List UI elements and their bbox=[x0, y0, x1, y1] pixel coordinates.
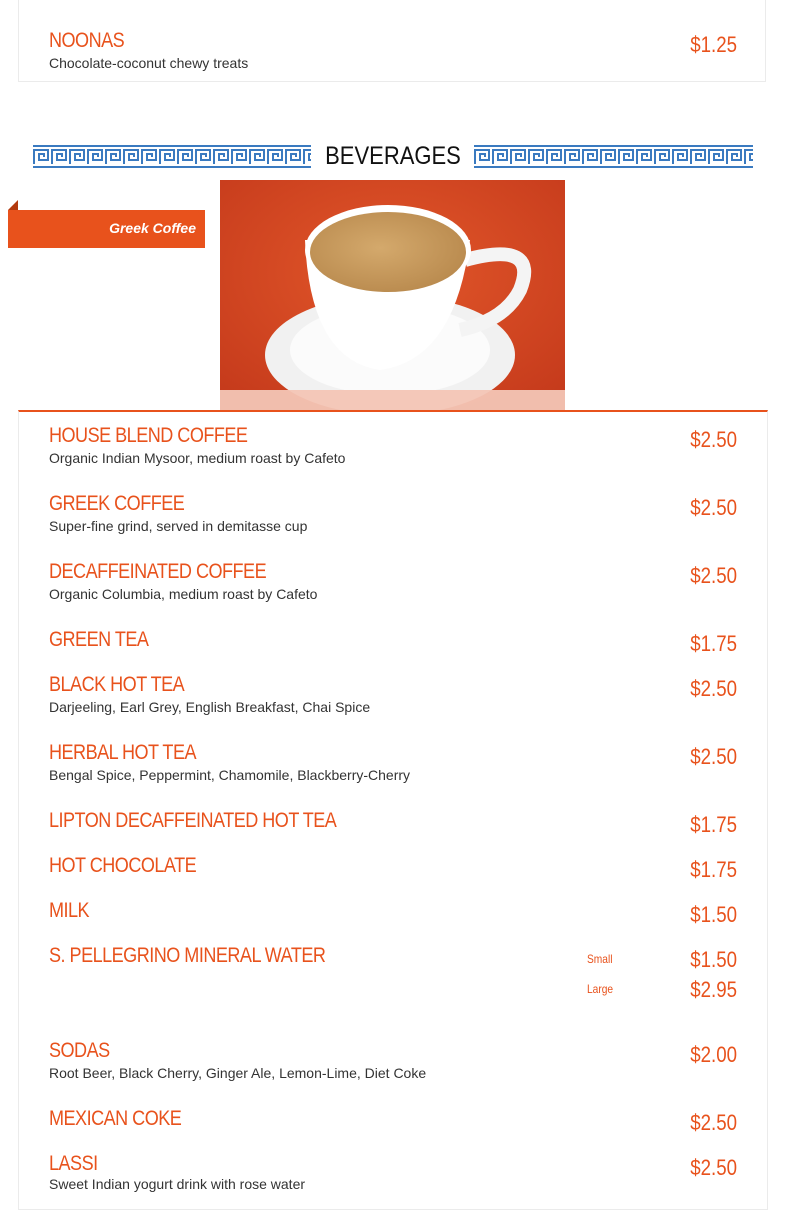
item-name: SODAS bbox=[49, 1039, 110, 1062]
item-description: Organic Columbia, medium roast by Cafeto bbox=[49, 586, 318, 602]
item-price: $1.50 bbox=[690, 902, 737, 927]
item-price: $2.50 bbox=[690, 427, 737, 452]
item-name: MILK bbox=[49, 899, 90, 922]
item-description: Super-fine grind, served in demitasse cup bbox=[49, 518, 308, 534]
item-price: $2.50 bbox=[690, 744, 737, 769]
item-price: $2.50 bbox=[690, 495, 737, 520]
section-heading bbox=[33, 140, 753, 172]
greek-key-border-right bbox=[474, 145, 753, 168]
item-description: Bengal Spice, Peppermint, Chamomile, Blackberry-Cherry bbox=[49, 767, 411, 783]
item-price: $1.25 bbox=[690, 32, 737, 57]
size-label: Small bbox=[587, 952, 613, 966]
item-price: $2.95 bbox=[690, 977, 737, 1002]
item-name: S. PELLEGRINO MINERAL WATER bbox=[49, 944, 326, 967]
item-price: $2.50 bbox=[690, 1110, 737, 1135]
item-name: GREEN TEA bbox=[49, 628, 149, 651]
item-price: $1.75 bbox=[690, 857, 737, 882]
item-description: Organic Indian Mysoor, medium roast by Cafeto bbox=[49, 450, 346, 466]
item-name: DECAFFEINATED COFFEE bbox=[49, 560, 267, 583]
item-description: Chocolate-coconut chewy treats bbox=[49, 55, 249, 71]
item-price: $2.50 bbox=[690, 1155, 737, 1180]
item-description: Darjeeling, Earl Grey, English Breakfast, Chai Spice bbox=[49, 699, 371, 715]
greek-coffee-photo bbox=[220, 180, 565, 410]
ribbon-fold bbox=[8, 200, 18, 210]
item-name: LASSI bbox=[49, 1152, 98, 1175]
item-name: BLACK HOT TEA bbox=[49, 673, 185, 696]
item-price: $1.75 bbox=[690, 631, 737, 656]
size-label: Large bbox=[587, 982, 614, 996]
item-name: MEXICAN COKE bbox=[49, 1107, 182, 1130]
item-description: Root Beer, Black Cherry, Ginger Ale, Lemon-Lime, Diet Coke bbox=[49, 1065, 427, 1081]
item-name: GREEK COFFEE bbox=[49, 492, 185, 515]
item-name: HOUSE BLEND COFFEE bbox=[49, 424, 248, 447]
item-name: LIPTON DECAFFEINATED HOT TEA bbox=[49, 809, 337, 832]
item-name: HERBAL HOT TEA bbox=[49, 741, 197, 764]
item-price: $2.00 bbox=[690, 1042, 737, 1067]
item-name: NOONAS bbox=[49, 29, 125, 52]
section-title: BEVERAGES bbox=[325, 142, 461, 170]
item-price: $2.50 bbox=[690, 563, 737, 588]
item-price: $1.75 bbox=[690, 812, 737, 837]
item-name: HOT CHOCOLATE bbox=[49, 854, 197, 877]
item-price: $1.50 bbox=[690, 947, 737, 972]
item-price: $2.50 bbox=[690, 676, 737, 701]
item-description: Sweet Indian yogurt drink with rose water bbox=[49, 1176, 306, 1192]
featured-label: Greek Coffee bbox=[109, 220, 196, 236]
featured-ribbon bbox=[8, 210, 205, 248]
